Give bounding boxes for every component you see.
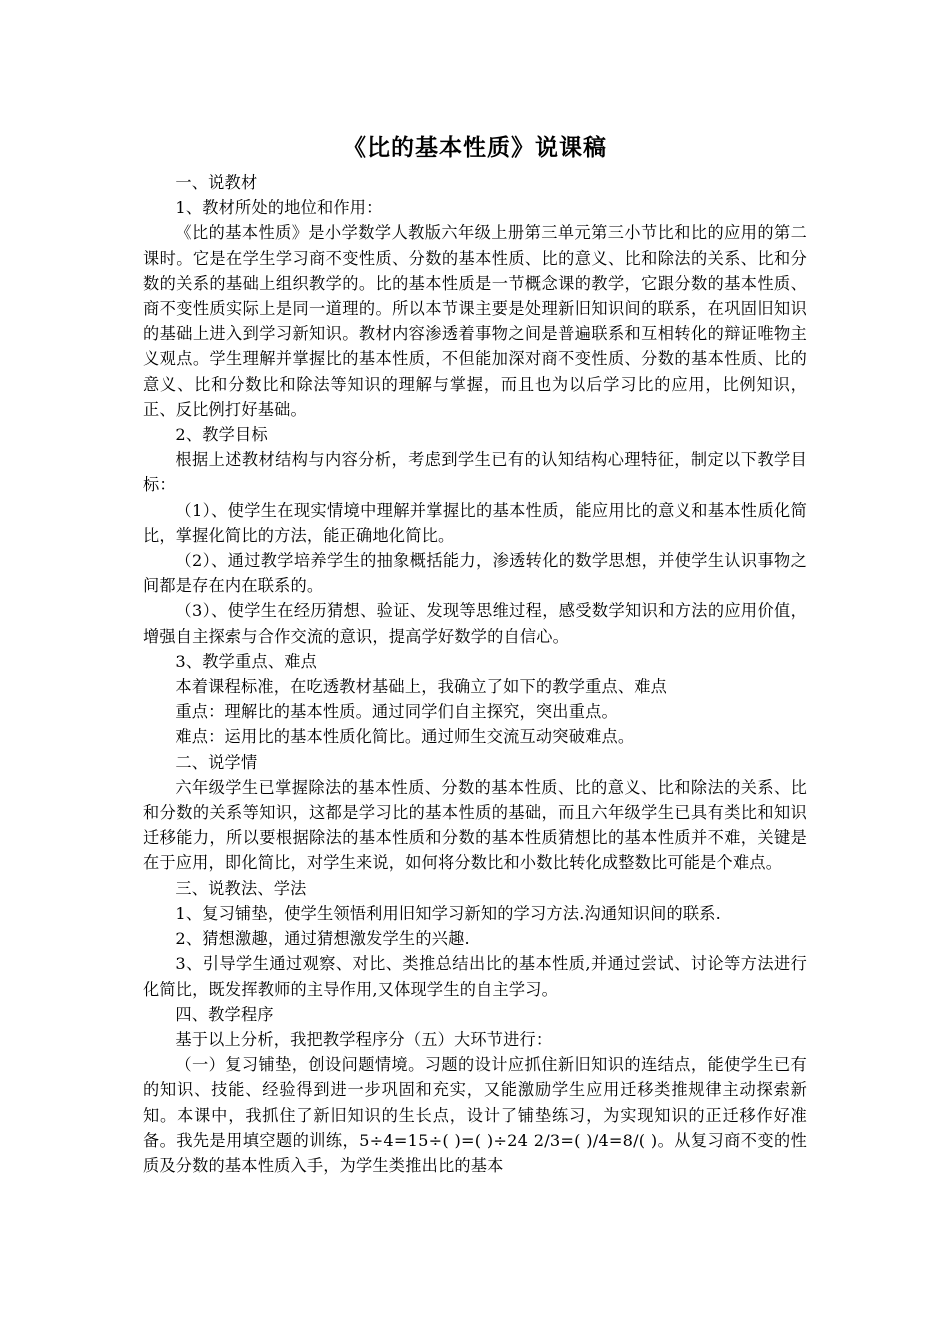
paragraph-method-3: 3、引导学生通过观察、对比、类推总结出比的基本性质,并通过尝试、讨论等方法进行化简比，既发挥教师的主导作用,又体现学生的自主学习。 (143, 954, 807, 999)
subheading-position-role: 1、教材所处的地位和作用： (175, 198, 383, 218)
subheading-key-difficult-points: 3、教学重点、难点 (175, 651, 317, 671)
paragraph-goal-1: （1）、使学生在现实情境中理解并掌握比的基本性质，能应用比的意义和基本性质化简比，掌握化简比的方法，能正确地化简比。 (143, 500, 807, 545)
paragraph-procedure-step-1: （一）复习铺垫，创设问题情境。习题的设计应抓住新旧知识的连结点，能使学生已有的知识、技能、经验得到进一步巩固和充实，又能激励学生应用迁移类推规律主动探索新知。本课中，我抓住了新旧知识的生长点，设计了铺垫练习，为实现知识的正迁移作好准备。我先是用填空题的训练，5÷4=15÷( )=( )÷24 2/3=( )/4=8/( )。从复习商不变的性质及分数的基本性质入手，为学生类推出比的基本 (143, 1055, 807, 1175)
section-heading-procedure: 四、教学程序 (175, 1004, 274, 1024)
document-body (143, 170, 807, 1178)
document-title: 《比的基本性质》说课稿 (343, 135, 607, 161)
paragraph-procedure-intro: 基于以上分析，我把教学程序分（五）大环节进行： (175, 1029, 553, 1049)
paragraph-students: 六年级学生已掌握除法的基本性质、分数的基本性质、比的意义、比和除法的关系、比和分数的关系等知识，这都是学习比的基本性质的基础，而且六年级学生已具有类比和知识迁移能力，所以要根据除法的基本性质和分数的基本性质猜想比的基本性质并不难，关键是在于应用，即化简比，对学生来说，如何将分数比和小数比转化成整数比可能是个难点。 (143, 777, 807, 873)
paragraph-key-points-intro: 本着课程标准，在吃透教材基础上，我确立了如下的教学重点、难点 (175, 677, 668, 697)
paragraph-key-point: 重点：理解比的基本性质。通过同学们自主探究，突出重点。 (175, 702, 618, 722)
subheading-teaching-goals: 2、教学目标 (175, 425, 268, 445)
paragraph-goal-2: （2）、通过教学培养学生的抽象概括能力，渗透转化的数学思想，并使学生认识事物之间都是存在内在联系的。 (143, 551, 807, 596)
section-heading-textbook: 一、说教材 (175, 173, 258, 192)
paragraph-goal-3: （3）、使学生在经历猜想、验证、发现等思维过程，感受数学知识和方法的应用价值，增强自主探索与合作交流的意识，提高学好数学的自信心。 (143, 601, 807, 646)
section-heading-methods: 三、说教法、学法 (175, 878, 307, 898)
section-heading-students: 二、说学情 (175, 752, 258, 772)
paragraph-difficult-point: 难点：运用比的基本性质化简比。通过师生交流互动突破难点。 (175, 727, 635, 747)
paragraph-method-2: 2、猜想激趣，通过猜想激发学生的兴趣. (175, 929, 470, 949)
paragraph-method-1: 1、复习铺垫，使学生领悟利用旧知学习新知的学习方法.沟通知识间的联系. (175, 903, 721, 923)
paragraph-textbook-intro: 《比的基本性质》是小学数学人教版六年级上册第三单元第三小节比和比的应用的第二课时。它是在学生学习商不变性质、分数的基本性质、比的意义、比和除法的关系、比和分数的关系的基础上组织教学的。比的基本性质是一节概念课的教学，它跟分数的基本性质、商不变性质实际上是同一道理的。所以本节课主要是处理新旧知识间的联系，在巩固旧知识的基础上进入到学习新知识。教材内容渗透着事物之间是普遍联系和互相转化的辩证唯物主义观点。学生理解并掌握比的基本性质，不但能加深对商不变性质、分数的基本性质、比的意义、比和分数比和除法等知识的理解与掌握，而且也为以后学习比的应用，比例知识，正、反比例打好基础。 (143, 223, 807, 419)
paragraph-goals-intro: 根据上述教材结构与内容分析，考虑到学生已有的认知结构心理特征，制定以下教学目标： (143, 450, 807, 495)
document-page (143, 128, 807, 1178)
